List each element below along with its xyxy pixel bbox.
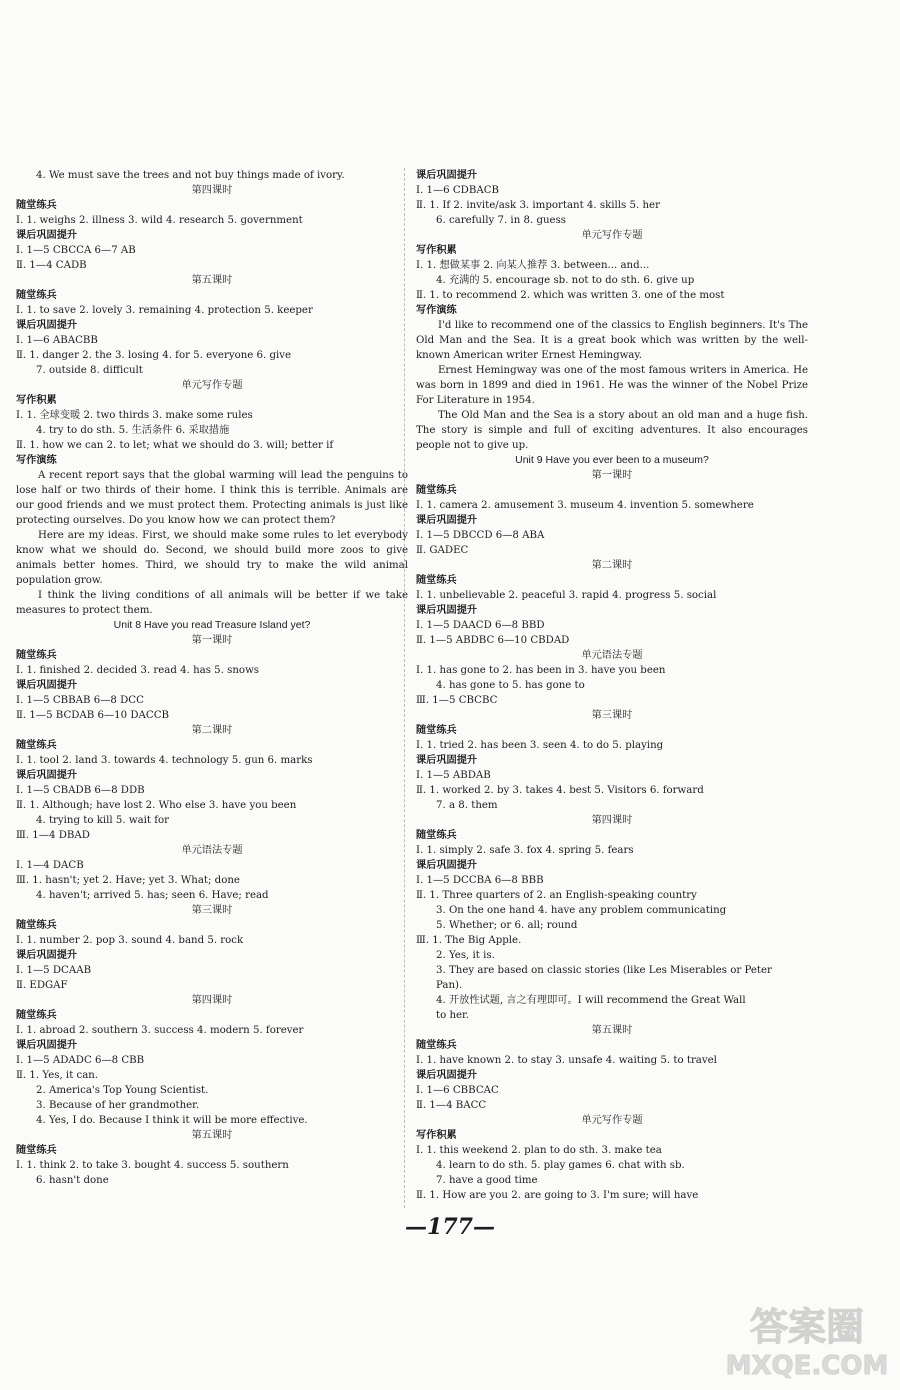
section-heading: 第五课时 <box>191 1130 233 1141</box>
essay-paragraph: Here are my ideas. First, we should make some rules to let everybody know what we should do. Second, we should build more zoos to give animals better homes. Third, we should try to make the wild animal population grow. <box>16 530 408 586</box>
answer-line: Ⅰ. 1—6 CDBACB <box>416 185 499 196</box>
section-heading: 第二课时 <box>191 725 233 736</box>
answer-line: 2. Yes, it is. <box>436 950 495 961</box>
answer-line: 7. have a good time <box>436 1175 538 1186</box>
answer-line: 3. Because of her grandmother. <box>36 1100 200 1111</box>
exercise-label: 随堂练兵 <box>16 740 57 751</box>
answer-line: Ⅰ. 1. weighs 2. illness 3. wild 4. research 5. government <box>16 215 303 226</box>
answer-line: Ⅰ. 1. to save 2. lovely 3. remaining 4. protection 5. keeper <box>16 305 313 316</box>
answer-line: 4. We must save the trees and not buy things made of ivory. <box>36 170 345 181</box>
answer-line: Ⅰ. 1—5 ABDAB <box>416 770 491 781</box>
answer-line: Ⅰ. 1. tried 2. has been 3. seen 4. to do 5. playing <box>416 740 664 751</box>
section-heading: 第四课时 <box>591 815 633 826</box>
section-heading: 第三课时 <box>591 710 633 721</box>
section-heading: 第三课时 <box>191 905 233 916</box>
answer-line: Ⅰ. 1. simply 2. safe 3. fox 4. spring 5. fears <box>416 845 634 856</box>
exercise-label: 课后巩固提升 <box>16 1040 78 1051</box>
answer-line: Ⅰ. 1—5 ADADC 6—8 CBB <box>16 1055 145 1066</box>
watermark-logo <box>718 1296 896 1380</box>
answer-line: Ⅰ. 1. has gone to 2. has been in 3. have you been <box>416 665 666 676</box>
answer-line: Ⅱ. 1. Although; have lost 2. Who else 3. have you been <box>16 800 297 811</box>
answer-line: Ⅰ. 1—5 DBCCD 6—8 ABA <box>416 530 545 541</box>
section-heading: 第四课时 <box>191 185 233 196</box>
page-number: —177— <box>405 1214 495 1240</box>
answer-line: Ⅰ. 1—5 CBBAB 6—8 DCC <box>16 695 144 706</box>
section-heading: 单元写作专题 <box>181 380 243 391</box>
exercise-label: 随堂练兵 <box>16 1145 57 1156</box>
answer-line: Ⅱ. 1. If 2. invite/ask 3. important 4. skills 5. her <box>416 200 660 211</box>
answer-line: Ⅰ. 1. tool 2. land 3. towards 4. technology 5. gun 6. marks <box>16 755 313 766</box>
answer-line: Ⅰ. 1—6 ABACBB <box>16 335 98 346</box>
answer-line: 7. outside 8. difficult <box>36 365 143 376</box>
exercise-label: 课后巩固提升 <box>16 680 78 691</box>
answer-line: 3. On the one hand 4. have any problem communicating <box>436 905 727 916</box>
watermark-en: MXQE.COM <box>725 1351 889 1380</box>
answer-line: 4. 开放性试题, 言之有理即可。I will recommend the Great Wall <box>436 995 746 1006</box>
exercise-label: 随堂练兵 <box>416 1040 457 1051</box>
essay-paragraph: Ernest Hemingway was one of the most famous writers in America. He was born in 1899 and died in 1961. He was the winner of the Nobel Prize For Literature in 1954. <box>416 365 808 406</box>
unit-title: Unit 8 Have you read Treasure Island yet? <box>113 619 311 631</box>
answer-line: Ⅰ. 1—4 DACB <box>16 860 84 871</box>
answer-line: Ⅱ. 1—4 CADB <box>16 260 87 271</box>
exercise-label: 写作积累 <box>16 395 57 406</box>
answer-line: Ⅰ. 1. think 2. to take 3. bought 4. success 5. southern <box>16 1160 289 1171</box>
answer-line: Ⅰ. 1. finished 2. decided 3. read 4. has 5. snows <box>16 665 260 676</box>
exercise-label: 写作演练 <box>416 305 457 316</box>
exercise-label: 随堂练兵 <box>16 1010 57 1021</box>
answer-line: Ⅱ. 1. Three quarters of 2. an English-speaking country <box>416 890 697 901</box>
essay-paragraph: I'd like to recommend one of the classics to English beginners. It's The Old Man and the Sea. It is a great book which was written by the well-known American writer Ernest Hemingway. <box>416 320 808 361</box>
answer-line: Ⅰ. 1. this weekend 2. plan to do sth. 3. make tea <box>416 1145 662 1156</box>
exercise-label: 课后巩固提升 <box>416 860 478 871</box>
answer-line: Ⅰ. 1. unbelievable 2. peaceful 3. rapid 4. progress 5. social <box>416 590 717 601</box>
answer-line: 4. haven't; arrived 5. has; seen 6. Have; read <box>36 890 269 901</box>
answer-line: Ⅰ. 1—5 DCCBA 6—8 BBB <box>416 875 544 886</box>
exercise-label: 随堂练兵 <box>416 830 457 841</box>
answer-line: Ⅰ. 1—5 CBCCA 6—7 AB <box>16 245 136 256</box>
essay-paragraph: A recent report says that the global warming will lead the penguins to lose half or two thirds of their home. I think this is terrible. Animals are our good friends and we must protect them. Protecting animals is just like protecting ourselves. Do you know how we can protect them? <box>16 470 408 526</box>
exercise-label: 课后巩固提升 <box>16 230 78 241</box>
answer-line: Ⅰ. 1. 想做某事 2. 向某人推荐 3. between... and... <box>416 260 650 271</box>
watermark-cn: 答案圈 <box>749 1305 865 1349</box>
exercise-label: 写作积累 <box>416 1130 457 1141</box>
answer-line: 4. has gone to 5. has gone to <box>436 680 585 691</box>
exercise-label: 随堂练兵 <box>16 290 57 301</box>
answer-line: Ⅰ. 1. abroad 2. southern 3. success 4. modern 5. forever <box>16 1025 304 1036</box>
answer-line: Ⅱ. 1. How are you 2. are going to 3. I'm sure; will have <box>416 1190 699 1201</box>
answer-line: 4. 充满的 5. encourage sb. not to do sth. 6. give up <box>436 275 695 286</box>
answer-line: Ⅲ. 1. hasn't; yet 2. Have; yet 3. What; done <box>16 875 240 886</box>
answer-line: Ⅰ. 1. have known 2. to stay 3. unsafe 4. waiting 5. to travel <box>416 1055 717 1066</box>
answer-line: 6. carefully 7. in 8. guess <box>436 215 567 226</box>
exercise-label: 写作积累 <box>416 245 457 256</box>
answer-line: Ⅱ. 1. to recommend 2. which was written 3. one of the most <box>416 290 725 301</box>
section-heading: 单元写作专题 <box>581 230 643 241</box>
answer-line: Ⅱ. 1. how we can 2. to let; what we should do 3. will; better if <box>16 440 334 451</box>
answer-line: Ⅱ. GADEC <box>416 545 469 556</box>
exercise-label: 随堂练兵 <box>16 920 57 931</box>
answer-line: Ⅱ. 1. Yes, it can. <box>16 1070 99 1081</box>
exercise-label: 课后巩固提升 <box>16 950 78 961</box>
answer-line: 6. hasn't done <box>36 1175 109 1186</box>
section-heading: 第五课时 <box>191 275 233 286</box>
section-heading: 第二课时 <box>591 560 633 571</box>
answer-line: Ⅲ. 1—4 DBAD <box>16 830 90 841</box>
exercise-label: 随堂练兵 <box>416 485 457 496</box>
answer-line: 3. They are based on classic stories (like Les Miserables or Peter <box>436 965 772 976</box>
answer-line: Ⅱ. EDGAF <box>16 980 68 991</box>
exercise-label: 课后巩固提升 <box>416 605 478 616</box>
answer-line: Ⅱ. 1. danger 2. the 3. losing 4. for 5. everyone 6. give <box>16 350 292 361</box>
essay-paragraph: The Old Man and the Sea is a story about an old man and a huge fish. The story is simple and full of exciting adventures. It also encourages people not to give up. <box>416 410 808 451</box>
unit-title: Unit 9 Have you ever been to a museum? <box>515 454 709 466</box>
answer-line: Ⅲ. 1—5 CBCBC <box>416 695 498 706</box>
answer-line: 4. try to do sth. 5. 生活条件 6. 采取措施 <box>36 425 230 436</box>
answer-line: 2. America's Top Young Scientist. <box>36 1085 209 1096</box>
answer-line: 5. Whether; or 6. all; round <box>436 920 578 931</box>
answer-line: Ⅰ. 1. number 2. pop 3. sound 4. band 5. rock <box>16 935 244 946</box>
exercise-label: 课后巩固提升 <box>416 1070 478 1081</box>
exercise-label: 随堂练兵 <box>16 200 57 211</box>
answer-line: Ⅱ. 1. worked 2. by 3. takes 4. best 5. Visitors 6. forward <box>416 785 704 796</box>
section-heading: 第一课时 <box>591 470 633 481</box>
section-heading: 单元语法专题 <box>581 650 643 661</box>
answer-line: 4. learn to do sth. 5. play games 6. chat with sb. <box>436 1160 685 1171</box>
answer-line: 4. trying to kill 5. wait for <box>36 815 170 826</box>
section-heading: 第五课时 <box>591 1025 633 1036</box>
exercise-label: 写作演练 <box>16 455 57 466</box>
exercise-label: 课后巩固提升 <box>16 770 78 781</box>
answer-line: 4. Yes, I do. Because I think it will be more effective. <box>36 1115 308 1126</box>
answer-line: Ⅱ. 1—4 BACC <box>416 1100 487 1111</box>
exercise-label: 课后巩固提升 <box>416 170 478 181</box>
exercise-label: 课后巩固提升 <box>416 515 478 526</box>
answer-line: to her. <box>436 1010 470 1021</box>
answer-line: 7. a 8. them <box>436 800 498 811</box>
answer-line: Pan). <box>436 980 463 991</box>
exercise-label: 课后巩固提升 <box>416 755 478 766</box>
answer-line: Ⅰ. 1—5 DCAAB <box>16 965 92 976</box>
section-heading: 单元写作专题 <box>581 1115 643 1126</box>
answer-line: Ⅰ. 1—5 DAACD 6—8 BBD <box>416 620 545 631</box>
exercise-label: 课后巩固提升 <box>16 320 78 331</box>
exercise-label: 随堂练兵 <box>16 650 57 661</box>
left-answer-column <box>16 168 408 1188</box>
right-answer-column <box>416 168 808 1203</box>
exercise-label: 随堂练兵 <box>416 725 457 736</box>
section-heading: 单元语法专题 <box>181 845 243 856</box>
answer-line: Ⅱ. 1—5 BCDAB 6—10 DACCB <box>16 710 169 721</box>
section-heading: 第四课时 <box>191 995 233 1006</box>
section-heading: 第一课时 <box>191 635 233 646</box>
answer-line: Ⅰ. 1—5 CBADB 6—8 DDB <box>16 785 145 796</box>
answer-line: Ⅱ. 1—5 ABDBC 6—10 CBDAD <box>416 635 570 646</box>
answer-line: Ⅰ. 1—6 CBBCAC <box>416 1085 499 1096</box>
exercise-label: 随堂练兵 <box>416 575 457 586</box>
essay-paragraph: I think the living conditions of all animals will be better if we take measures to protect them. <box>16 590 408 616</box>
answer-line: Ⅰ. 1. camera 2. amusement 3. museum 4. invention 5. somewhere <box>416 500 754 511</box>
answer-line: Ⅲ. 1. The Big Apple. <box>416 935 522 946</box>
answer-line: Ⅰ. 1. 全球变暖 2. two thirds 3. make some rules <box>16 410 253 421</box>
